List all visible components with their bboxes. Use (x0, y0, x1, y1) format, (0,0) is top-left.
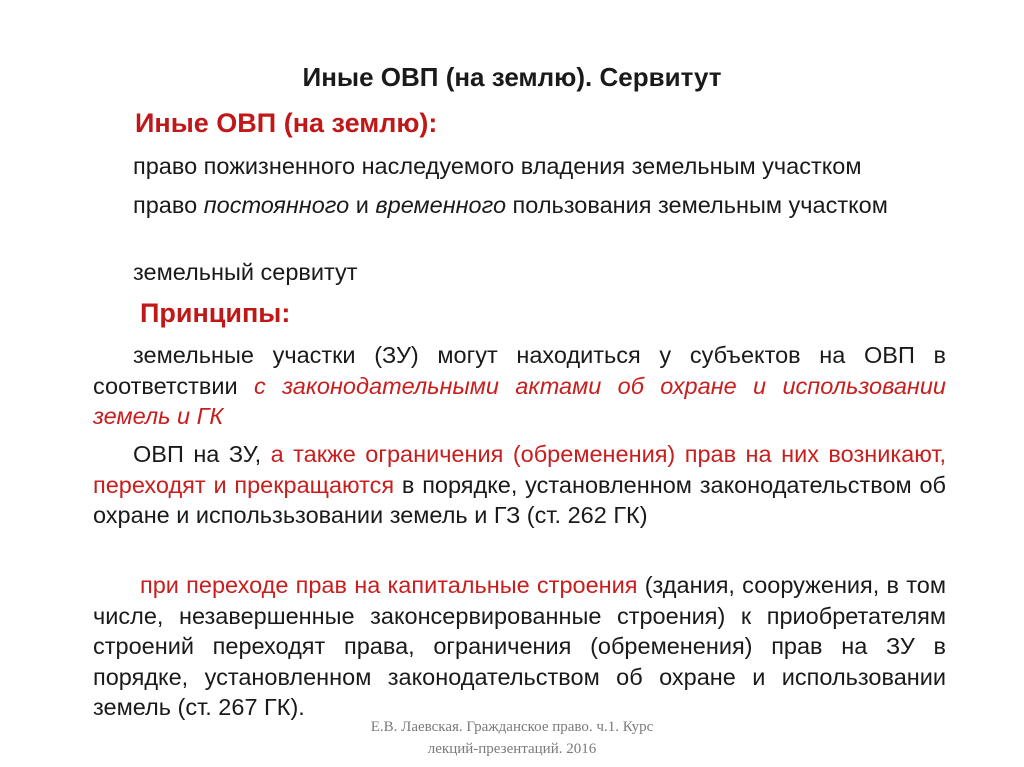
principle-3 (93, 570, 946, 723)
land-use-text-3: пользования земельным участком (506, 192, 888, 218)
principle-3-transfer: при переходе прав на капитальные строения (140, 572, 638, 598)
slide-title: Иные ОВП (на землю). Сервитут (302, 62, 722, 92)
section-heading-principles: Принципы: (140, 298, 291, 328)
land-use-permanent: постоянного (203, 192, 350, 218)
list-item-easement: земельный сервитут (133, 259, 358, 285)
principle-2-text-2: в порядке, установленном законодательством об охране и использьзовании земель и ГЗ (ст. 262 ГК) (93, 471, 946, 528)
principle-2-text-1: ОВП на ЗУ, (133, 441, 271, 467)
list-item-lifetime-possession: право пожизненного наследуемого владения земельным участком (133, 153, 862, 179)
land-use-temporary: временного (375, 192, 507, 218)
section-heading-other-rights: Иные ОВП (на землю): (135, 108, 438, 138)
principle-1-text: земельные участки (ЗУ) могут находиться у субъектов на ОВП в соответствии (93, 342, 946, 399)
land-use-text-2: и (349, 192, 376, 218)
principle-2 (93, 439, 946, 531)
principle-1-laws: с законодательными актами об охране и использовании земель и ГК (93, 372, 946, 429)
list-item-land-use (93, 190, 946, 221)
principle-3-text: (здания, сооружения, в том числе, незавершенные законсервированные строения) к приобретателям строений переходят права, ограничения (обременения) прав на ЗУ в порядке, установленном законодательством об охране и использовании земель (ст. 267 ГК). (93, 572, 946, 720)
principle-1 (93, 340, 946, 432)
land-use-text-1: право (133, 192, 204, 218)
footer-line-2: лекций-презентаций. 2016 (427, 741, 597, 757)
principle-2-restrictions: а также ограничения (обременения) прав на них возникают, переходят и прекращаются (93, 441, 947, 498)
footer-citation (0, 716, 1024, 760)
footer-line-1: Е.В. Лаевская. Гражданское право. ч.1. Курс (370, 719, 654, 735)
